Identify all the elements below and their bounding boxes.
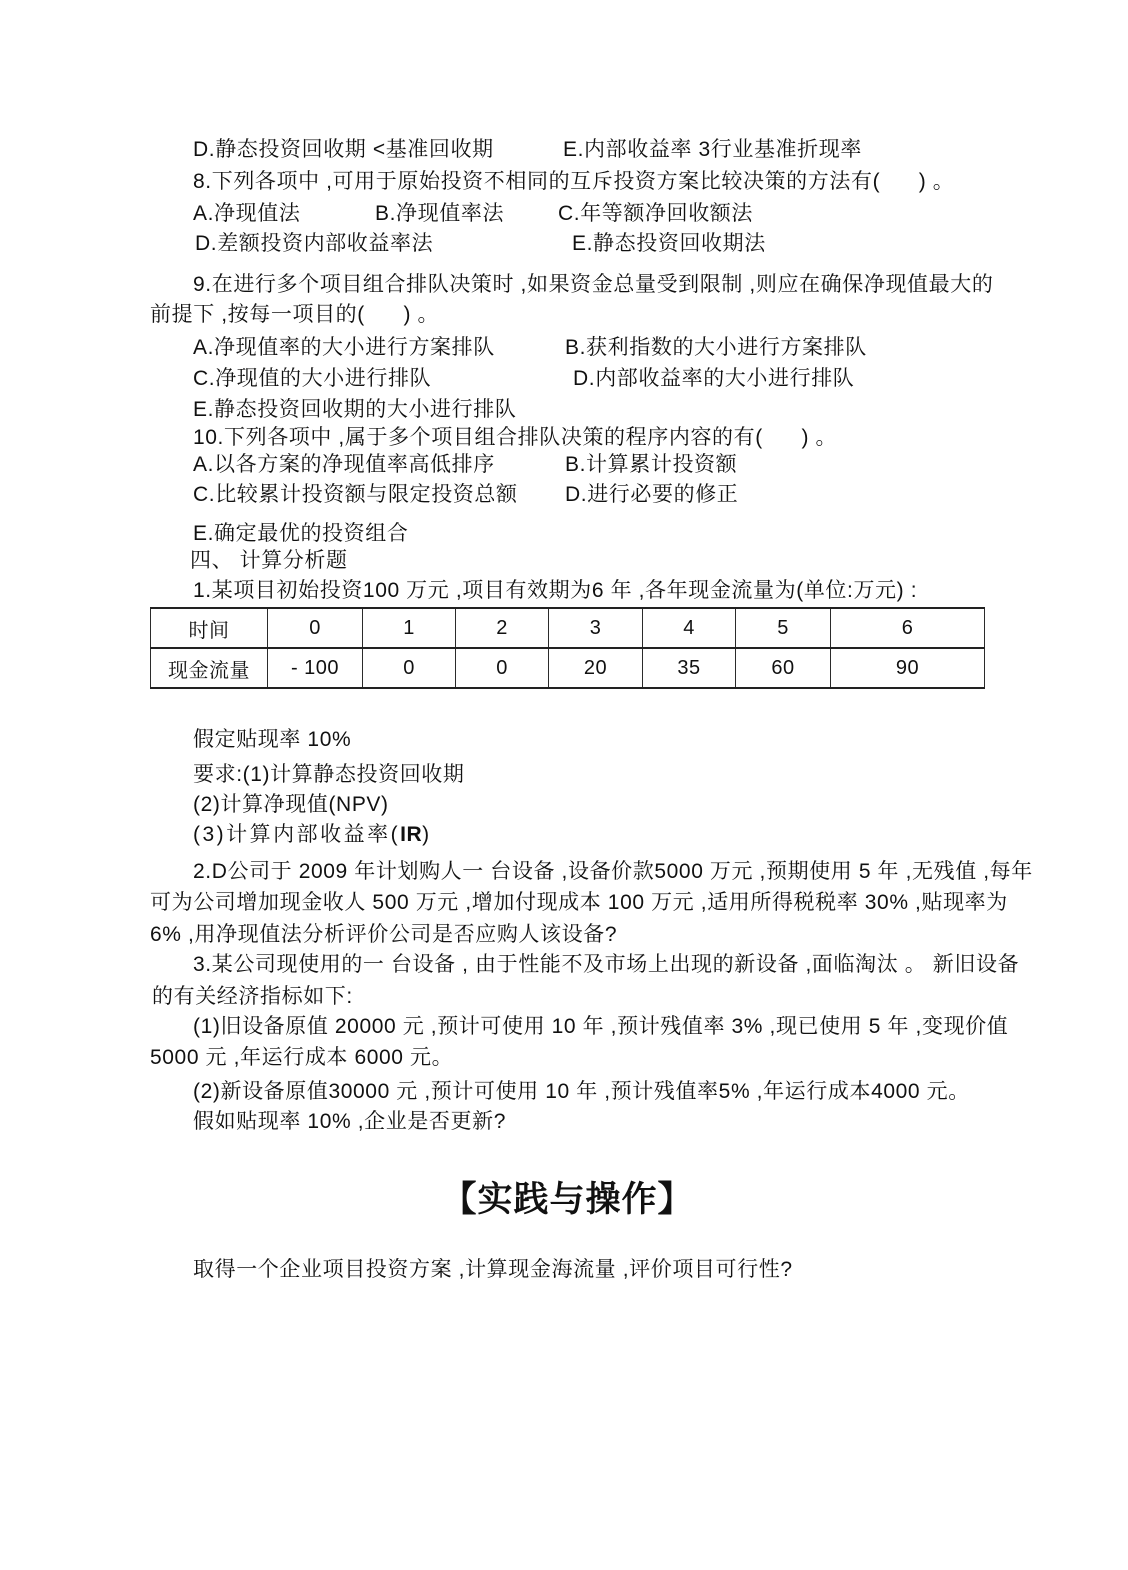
q8-options-row-2 bbox=[150, 229, 990, 259]
q7-option-e: E.内部收益率 3行业基准折现率 bbox=[563, 138, 862, 161]
q9-stem-line2: 前提下 ,按每一项目的( ) 。 bbox=[150, 303, 440, 326]
calc1-assumption: 假定贴现率 10% bbox=[193, 728, 352, 751]
cashflow-table bbox=[150, 607, 985, 689]
table-header-cell: 1 bbox=[363, 608, 456, 648]
table-value-cell: 现金流量 bbox=[151, 648, 268, 688]
calc1-requirement-3-prefix: (3)计算内部收益率( bbox=[193, 823, 401, 846]
practice-task: 取得一个企业项目投资方案 ,计算现金海流量 ,评价项目可行性? bbox=[193, 1258, 793, 1281]
calc3-line1: 3.某公司现使用的一 台设备 , 由于性能不及市场上出现的新设备 ,面临淘汰 。 新旧设备 bbox=[193, 953, 1020, 976]
calc3-line6: 假如贴现率 10% ,企业是否更新? bbox=[193, 1110, 507, 1133]
calc1-requirement-3 bbox=[193, 820, 432, 850]
q9-stem-line1: 9.在进行多个项目组合排队决策时 ,如果资金总量受到限制 ,则应在确保净现值最大的 bbox=[193, 273, 994, 296]
q10-options-row-1 bbox=[150, 450, 990, 480]
calc2-line2: 可为公司增加现金收人 500 万元 ,增加付现成本 100 万元 ,适用所得税税率 30% ,贴现率为 bbox=[150, 891, 1008, 914]
q8-option-c: C.年等额净回收额法 bbox=[558, 202, 753, 225]
q10-option-a: A.以各方案的净现值率高低排序 bbox=[193, 453, 495, 476]
calc3-line5: (2)新设备原值30000 元 ,预计可使用 10 年 ,预计残值率5% ,年运行成本4000 元。 bbox=[193, 1080, 970, 1103]
table-value-cell: 20 bbox=[549, 648, 643, 688]
table-header-cell: 4 bbox=[643, 608, 736, 648]
calc2-line3: 6% ,用净现值法分析评价公司是否应购人该设备? bbox=[150, 923, 618, 946]
q10-option-c: C.比较累计投资额与限定投资总额 bbox=[193, 483, 518, 506]
cashflow-value-row bbox=[151, 648, 985, 688]
calc1-intro: 1.某项目初始投资100 万元 ,项目有效期为6 年 ,各年现金流量为(单位:万元) : bbox=[193, 579, 918, 602]
q10-option-d: D.进行必要的修正 bbox=[565, 483, 739, 506]
table-header-cell: 3 bbox=[549, 608, 643, 648]
q8-option-d: D.差额投资内部收益率法 bbox=[195, 232, 434, 255]
calc1-requirement-3-ir: IR bbox=[400, 823, 423, 846]
table-header-cell: 5 bbox=[736, 608, 831, 648]
q7-option-d: D.静态投资回收期 <基准回收期 bbox=[193, 138, 494, 161]
q8-options-row-1 bbox=[150, 199, 990, 229]
cashflow-header-row bbox=[151, 608, 985, 648]
table-value-cell: - 100 bbox=[268, 648, 363, 688]
q9-option-a: A.净现值率的大小进行方案排队 bbox=[193, 336, 495, 359]
calc1-requirement-1: 要求:(1)计算静态投资回收期 bbox=[193, 763, 465, 786]
table-value-cell: 35 bbox=[643, 648, 736, 688]
q9-option-c: C.净现值的大小进行排队 bbox=[193, 367, 432, 390]
calc3-line3: (1)旧设备原值 20000 元 ,预计可使用 10 年 ,预计残值率 3% ,现已使用 5 年 ,变现价值 bbox=[193, 1015, 1009, 1038]
calc1-requirement-3-suffix: ) bbox=[422, 823, 432, 846]
table-header-cell: 时间 bbox=[151, 608, 268, 648]
table-value-cell: 90 bbox=[831, 648, 985, 688]
table-header-cell: 0 bbox=[268, 608, 363, 648]
q7-options-row bbox=[150, 135, 990, 165]
calc2-line1: 2.D公司于 2009 年计划购人一 台设备 ,设备价款5000 万元 ,预期使用 5 年 ,无残值 ,每年 bbox=[193, 860, 1033, 883]
q9-options-row-2 bbox=[150, 364, 990, 394]
q8-option-e: E.静态投资回收期法 bbox=[572, 232, 766, 255]
q8-option-b: B.净现值率法 bbox=[375, 202, 505, 225]
q9-option-d: D.内部收益率的大小进行排队 bbox=[573, 367, 855, 390]
q10-option-e: E.确定最优的投资组合 bbox=[193, 522, 409, 545]
q8-option-a: A.净现值法 bbox=[193, 202, 301, 225]
table-header-cell: 6 bbox=[831, 608, 985, 648]
table-value-cell: 60 bbox=[736, 648, 831, 688]
calc1-requirement-2: (2)计算净现值(NPV) bbox=[193, 793, 389, 816]
q8-stem: 8.下列各项中 ,可用于原始投资不相同的互斥投资方案比较决策的方法有( ) 。 bbox=[193, 170, 955, 193]
q10-options-row-2 bbox=[150, 480, 990, 510]
q9-option-b: B.获利指数的大小进行方案排队 bbox=[565, 336, 867, 359]
practice-section-heading: 【实践与操作】 bbox=[441, 1180, 694, 1219]
q9-options-row-1 bbox=[150, 333, 990, 363]
q10-option-b: B.计算累计投资额 bbox=[565, 453, 738, 476]
section4-title: 四、 计算分析题 bbox=[190, 549, 348, 572]
table-header-cell: 2 bbox=[456, 608, 549, 648]
calc3-line2: 的有关经济指标如下: bbox=[152, 985, 353, 1008]
calc3-line4: 5000 元 ,年运行成本 6000 元。 bbox=[150, 1046, 454, 1069]
q9-option-e: E.静态投资回收期的大小进行排队 bbox=[193, 398, 517, 421]
table-value-cell: 0 bbox=[363, 648, 456, 688]
table-value-cell: 0 bbox=[456, 648, 549, 688]
q10-stem: 10.下列各项中 ,属于多个项目组合排队决策的程序内容的有( ) 。 bbox=[193, 426, 838, 449]
